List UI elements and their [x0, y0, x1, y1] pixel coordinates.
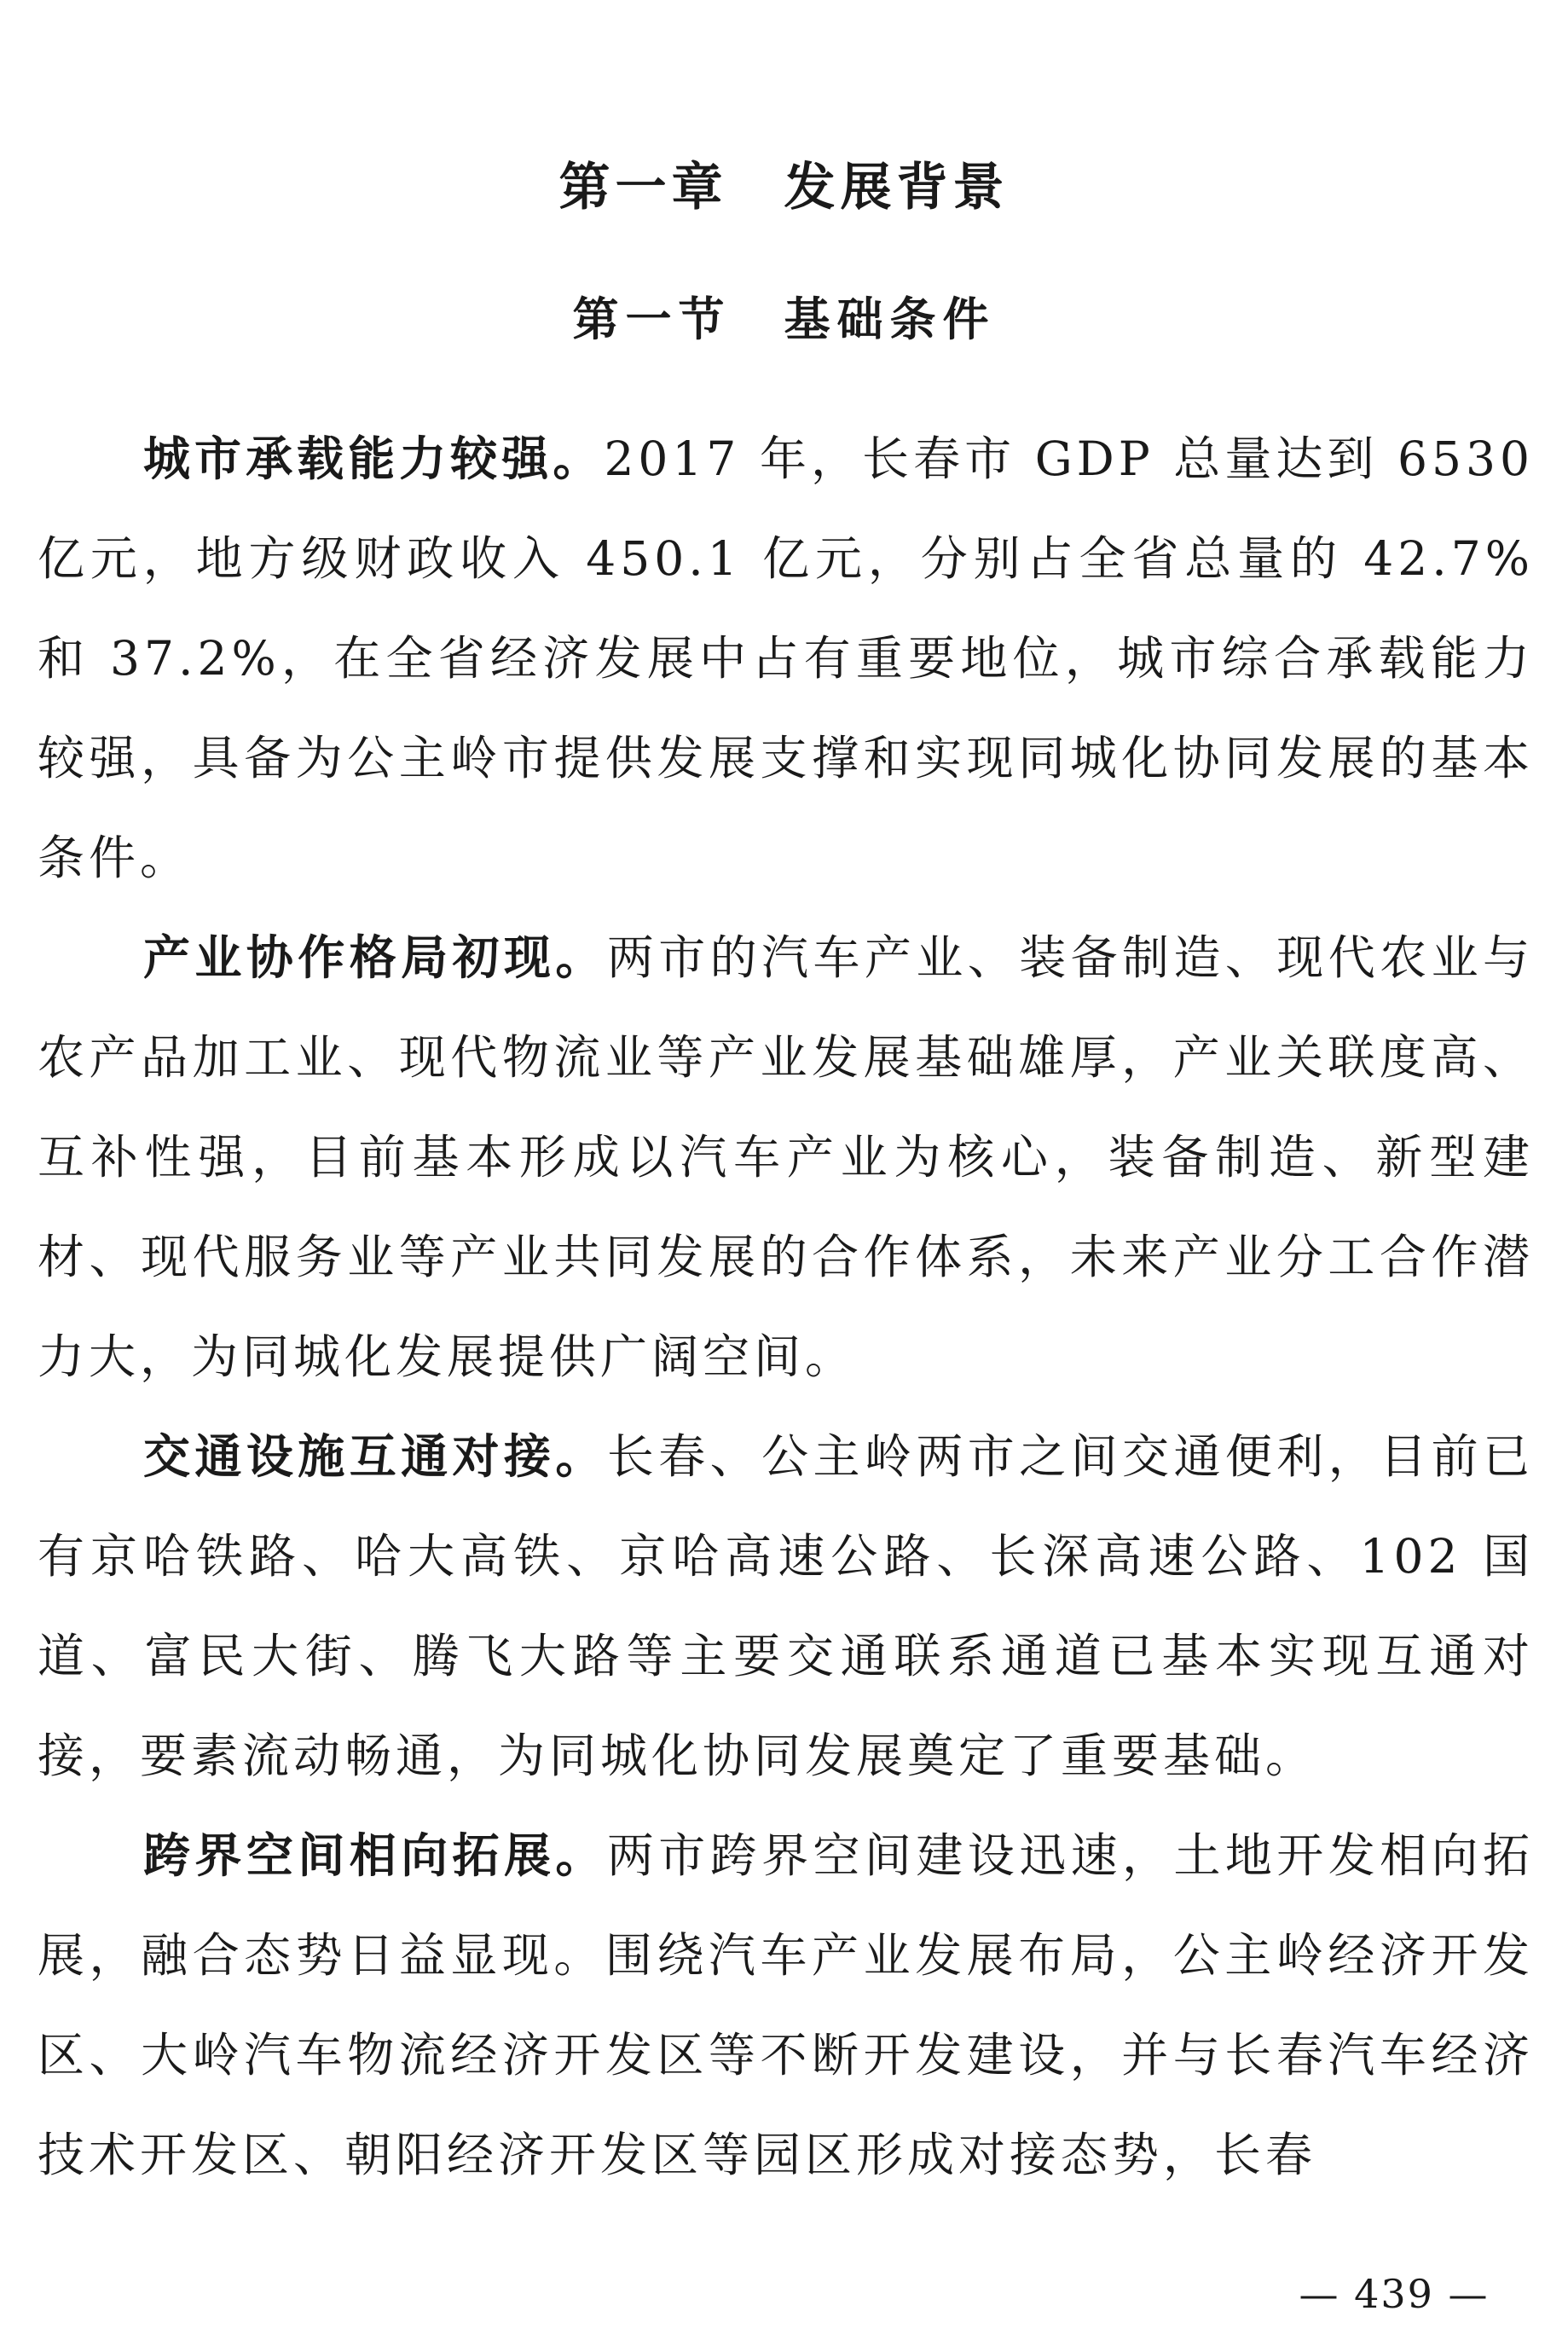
paragraph-text: 两市的汽车产业、装备制造、现代农业与农产品加工业、现代物流业等产业发展基础雄厚，产业关联度高、互补性强，目前基本形成以汽车产业为核心，装备制造、新型建材、现代服务业等产业共同发展的合作体系，未来产业分工合作潜力大，为同城化发展提供广阔空间。 — [38, 930, 1534, 1384]
paragraph-lead: 跨界空间相向拓展。 — [143, 1828, 607, 1883]
paragraph-transport-links — [38, 1407, 1534, 1806]
paragraph-lead: 城市承载能力较强。 — [143, 432, 605, 486]
paragraph-text: 2017 年，长春市 GDP 总量达到 6530 亿元，地方级财政收入 450.1 亿元，分别占全省总量的 42.7% 和 37.2%，在全省经济发展中占有重要地位，城市综合承载能力较强，具备为公主岭市提供发展支撑和实现同城化协同发展的基本条件。 — [38, 432, 1534, 885]
paragraph-cross-border-space — [38, 1806, 1534, 2205]
chapter-title: 第一章 发展背景 — [558, 158, 1010, 217]
page-number: — 439 — — [1299, 2271, 1490, 2317]
body-text — [38, 409, 1534, 2205]
paragraph-urban-capacity — [38, 409, 1534, 908]
section-title: 第一节 基础条件 — [572, 292, 996, 346]
paragraph-text: 长春、公主岭两市之间交通便利，目前已有京哈铁路、哈大高铁、京哈高速公路、长深高速公路、102 国道、富民大街、腾飞大路等主要交通联系通道已基本实现互通对接，要素流动畅通，为同城化协同发展奠定了重要基础。 — [38, 1429, 1534, 1783]
paragraph-industry-cooperation — [38, 908, 1534, 1407]
paragraph-lead: 交通设施互通对接。 — [143, 1429, 607, 1484]
paragraph-lead: 产业协作格局初现。 — [143, 930, 607, 985]
paragraph-text: 两市跨界空间建设迅速，土地开发相向拓展，融合态势日益显现。围绕汽车产业发展布局，公主岭经济开发区、大岭汽车物流经济开发区等不断开发建设，并与长春汽车经济技术开发区、朝阳经济开发区等园区形成对接态势，长春 — [38, 1828, 1534, 2182]
